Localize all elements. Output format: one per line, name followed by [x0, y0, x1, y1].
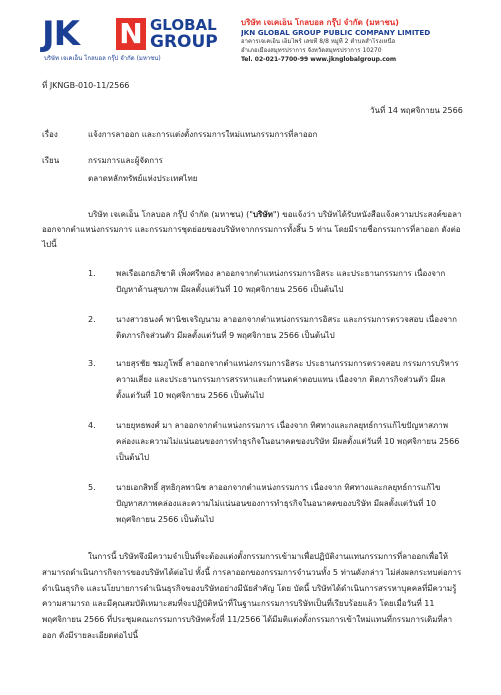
subject-text: แจ้งการลาออก และการแต่งตั้งกรรมการใหม่แทนกรรมการที่ลาออก [88, 130, 318, 139]
item-text-3: นายสุรชัย ชมภูโพธิ์ ลาออกจากตำแหน่งกรรมการอิสระ ประธานกรรมการตรวจสอบ กรรมการบริหารความเสี่ยง และประธานกรรมการสรรหาและกำหนดค่าตอบแทน เนื่องจาก ติดภารกิจส่วนตัว มีผลตั้งแต่วันที่ 10 พฤศจิกายน 2566 เป็นต้นไป [116, 359, 459, 400]
recipient-line-1: กรรมการและผู้จัดการ [88, 156, 163, 165]
item-number-4: 4. [88, 421, 96, 430]
logo-subtitle: บริษัท เจเคเอ็น โกลบอล กรุ๊ป จำกัด (มหาชน) [44, 55, 161, 62]
logo-global-text: GLOBAL [150, 16, 217, 34]
item-text-5: นายเอกสิทธิ์ สุทธิกุลพานิช ลาออกจากตำแหน่งกรรมการ เนื่องจาก ทิศทางและกลยุทธ์การแก้ไขปัญหาสภาพคล่องและความไม่แน่นอนของการทำธุรกิจในอนาคตของบริษัท มีผลตั้งแต่วันที่ 10 พฤศจิกายน 2566 เป็นต้นไป [116, 483, 441, 524]
company-address-line-2: อำเภอเมืองสมุทรปราการ จังหวัดสมุทรปราการ 10270 [241, 46, 382, 54]
item-number-5: 5. [88, 483, 96, 492]
intro-text-2: ") ขอแจ้งว่า บริษัทได้รับหนังสือแจ้งความประสงค์ขอลาออกจากตำแหน่งกรรมการ และกรรมการชุดย่อยของบริษัทจากกรรมการทั้งสิ้น 5 ท่าน โดยมีรายชื่อกรรมการที่ลาออก ดังต่อไปนี้ [42, 210, 462, 249]
reference-number: ที่ JKNGB-010-11/2566 [42, 81, 130, 90]
company-contact: Tel. 02-021-7700-99 www.jknglobalgroup.com [241, 56, 397, 63]
jkn-logo [40, 14, 230, 66]
item-number-3: 3. [88, 359, 96, 368]
item-number-2: 2. [88, 315, 96, 324]
logo-n-box: N [116, 18, 146, 50]
company-address-line-1: อาคารเจเคเอ็น เอ็มไพร์ เลขที่ 8/8 หมู่ที่ 2 ตำบลสำโรงเหนือ [241, 38, 396, 45]
letter-date: วันที่ 14 พฤศจิกายน 2566 [370, 106, 463, 115]
item-number-1: 1. [88, 269, 96, 278]
subject-label: เรื่อง [42, 130, 58, 139]
item-text-2: นางสาวธนงค์ พานิชเจริญนาม ลาออกจากตำแหน่งกรรมการอิสระ และกรรมการตรวจสอบ เนื่องจากติดภารกิจส่วนตัว มีผลตั้งแต่วันที่ 9 พฤศจิกายน 2566 เป็นต้นไป [116, 315, 458, 340]
recipient-line-2: ตลาดหลักทรัพย์แห่งประเทศไทย [88, 174, 198, 183]
recipient-label: เรียน [42, 156, 60, 165]
intro-bold-company: บริษัท [252, 210, 273, 219]
item-text-4: นายยุทธพงศ์ มา ลาออกจากตำแหน่งกรรมการ เนื่องจาก ทิศทางและกลยุทธ์การแก้ไขปัญหาสภาพคล่องและความไม่แน่นอนของการทำธุรกิจในอนาคตของบริษัท มีผลตั้งแต่วันที่ 10 พฤศจิกายน 2566 เป็นต้นไป [116, 421, 460, 462]
company-name-english: JKN GLOBAL GROUP PUBLIC COMPANY LIMITED [241, 28, 431, 37]
closing-paragraph: ในการนี้ บริษัทจึงมีความจำเป็นที่จะต้องแต่งตั้งกรรมการเข้ามาเพื่อปฏิบัติงานแทนกรรมการที่ลาออกเพื่อให้สามารถดำเนินการกิจการของบริษัทได้ต่อไป ทั้งนี้ การลาออกของกรรมการจำนวนทั้ง 5 ท่านดังกล่าว ไม่ส่งผลกระทบต่อการดำเนินธุรกิจ และนโยบายการดำเนินธุรกิจของบริษัทอย่างมีนัยสำคัญ โดย บัดนี้ บริษัทได้ดำเนินการสรรหาบุคคลที่มีความรู้ความสามารถ และมีคุณสมบัติเหมาะสมที่จะปฏิบัติหน้าที่ในฐานะกรรมการบริษัทเป็นที่เรียบร้อยแล้ว โดยเมื่อวันที่ 11 พฤศจิกายน 2566 ที่ประชุมคณะกรรมการบริษัทครั้งที่ 11/2566 ได้มีมติแต่งตั้งกรรมการเข้าใหม่แทนที่กรรมการเดิมที่ลาออก ดังมีรายละเอียดต่อไปนี้ [42, 552, 462, 640]
intro-paragraph [42, 207, 462, 252]
company-name-thai: บริษัท เจเคเอ็น โกลบอล กรุ๊ป จำกัด (มหาชน) [241, 18, 399, 27]
company-info [241, 18, 481, 64]
item-text-1: พลเรือเอกธภิชาติ เพ็งศรีทอง ลาออกจากตำแหน่งกรรมการอิสระ และประธานกรรมการ เนื่องจากปัญหาด้านสุขภาพ มีผลตั้งแต่วันที่ 10 พฤศจิกายน 2566 เป็นต้นไป [116, 269, 446, 294]
intro-text-1: บริษัท เจเคเอ็น โกลบอล กรุ๊ป จำกัด (มหาชน) (" [88, 210, 253, 219]
logo-jk-text: JK [42, 14, 79, 54]
logo-group-text: GROUP [150, 32, 218, 52]
